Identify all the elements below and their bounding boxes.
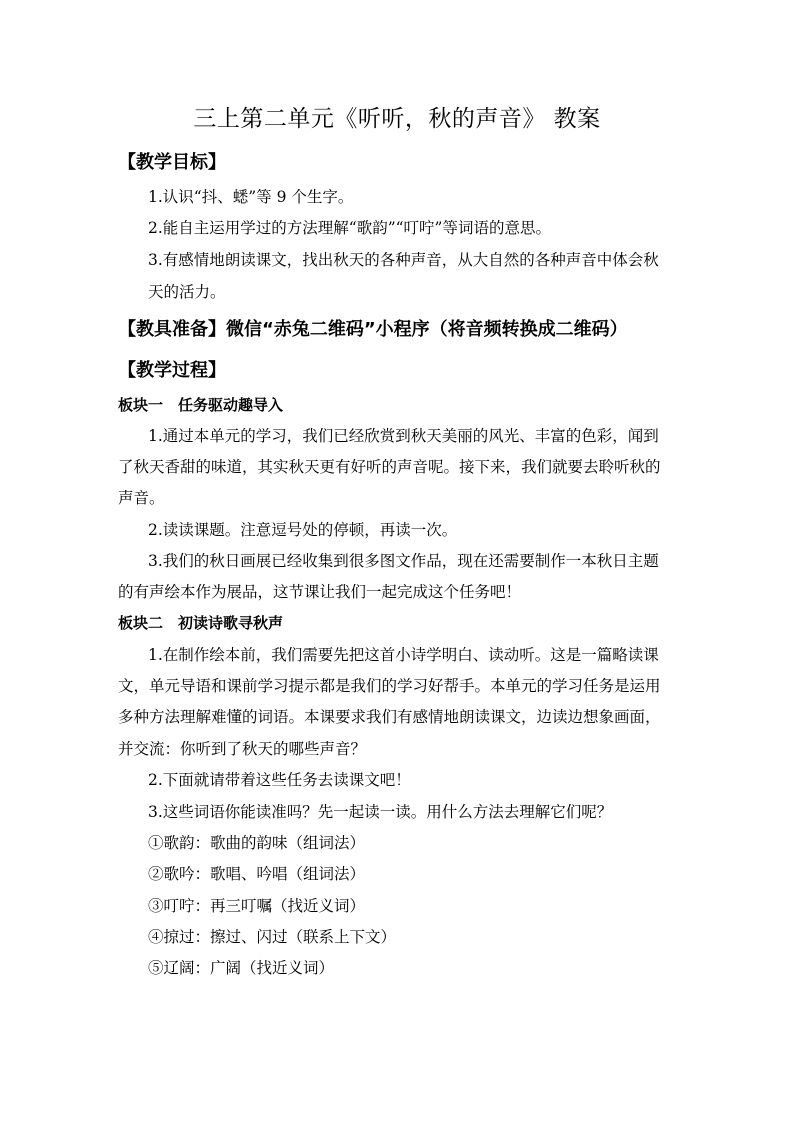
paragraph-line: 2.读读课题。注意逗号处的停顿，再读一次。 xyxy=(148,521,458,539)
paragraph-line: 多种方法理解难懂的词语。本课要求我们有感情地朗读课文，边读边想象画面， xyxy=(118,708,661,726)
paragraph-line: 3.这些词语你能读准吗？先一起读一读。用什么方法去理解它们呢？ xyxy=(148,803,613,821)
objective-item: 1.认识“抖、蟋”等 9 个生字。 xyxy=(148,188,354,206)
paragraph-line: 并交流：你听到了秋天的哪些声音？ xyxy=(118,740,367,758)
objective-item: 3.有感情地朗读课文，找出秋天的各种声音，从大自然的各种声音中体会秋 xyxy=(148,251,659,269)
vocab-item: ①歌韵：歌曲的韵味（组词法） xyxy=(148,834,366,852)
paragraph-line: 2.下面就请带着这些任务去读课文吧！ xyxy=(148,771,411,789)
process-heading: 【教学过程】 xyxy=(118,360,226,381)
paragraph-line: 3.我们的秋日画展已经收集到很多图文作品，现在还需要制作一本秋日主题 xyxy=(148,552,659,570)
paragraph-line: 文，单元导语和课前学习提示都是我们的学习好帮手。本单元的学习任务是运用 xyxy=(118,677,661,695)
block2-heading: 板块二 初读诗歌寻秋声 xyxy=(118,614,284,632)
objectives-heading: 【教学目标】 xyxy=(118,152,226,173)
vocab-item: ③叮咛：再三叮嘱（找近义词） xyxy=(148,897,366,915)
vocab-item: ④掠过：擦过、闪过（联系上下文） xyxy=(148,928,397,946)
tools-heading: 【教具准备】微信“赤兔二维码”小程序（将音频转换成二维码） xyxy=(118,319,628,340)
paragraph-line: 的有声绘本作为展品，这节课让我们一起完成这个任务吧！ xyxy=(118,583,522,601)
objective-item: 2.能自主运用学过的方法理解“歌韵”“叮咛”等词语的意思。 xyxy=(148,219,551,237)
objective-item-continued: 天的活力。 xyxy=(148,283,226,301)
vocab-item: ⑤辽阔：广阔（找近义词） xyxy=(148,959,335,977)
paragraph-line: 了秋天香甜的味道，其实秋天更有好听的声音呢。接下来，我们就要去聆听秋的 xyxy=(118,458,661,476)
page-title: 三上第二单元《听听，秋的声音》 教案 xyxy=(193,106,601,132)
paragraph-line: 1.在制作绘本前，我们需要先把这首小诗学明白、读动听。这是一篇略读课 xyxy=(148,646,659,664)
paragraph-line: 1.通过本单元的学习，我们已经欣赏到秋天美丽的风光、丰富的色彩，闻到 xyxy=(148,427,659,445)
paragraph-line: 声音。 xyxy=(118,489,165,507)
block1-heading: 板块一 任务驱动趣导入 xyxy=(118,396,284,414)
vocab-item: ②歌吟：歌唱、吟唱（组词法） xyxy=(148,865,366,883)
